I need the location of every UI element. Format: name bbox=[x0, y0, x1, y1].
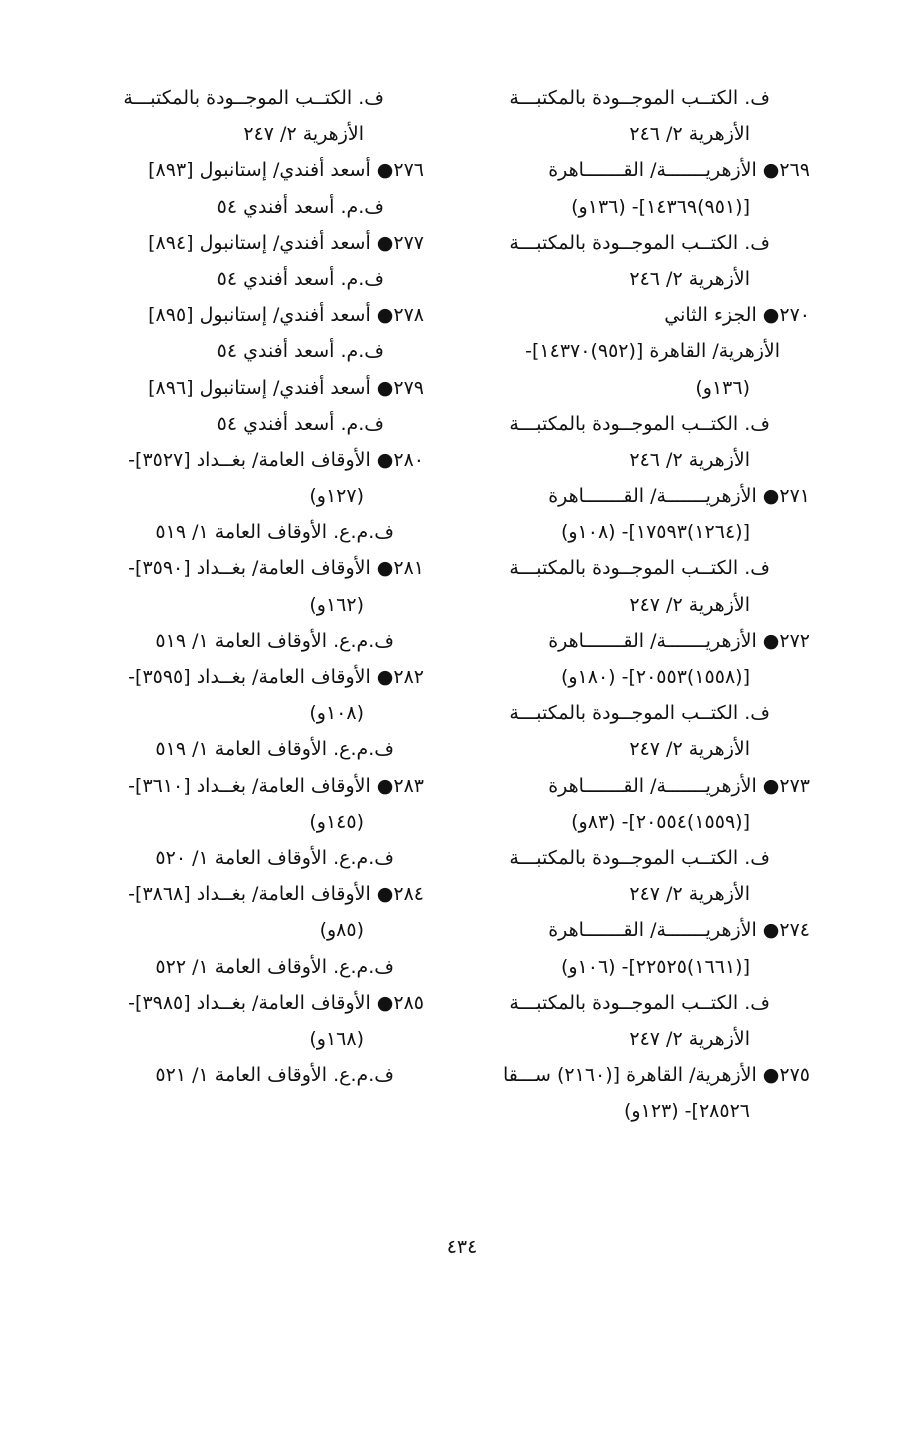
right-column-line: ٢٧٢● الأزهريـــــــة/ القـــــــاهرة bbox=[548, 629, 810, 652]
right-column-line: [(١٥٥٩)٢٠٥٥٤]- (٨٣و) bbox=[571, 810, 750, 833]
right-column-line: ف. الكتــب الموجــودة بالمكتبـــة bbox=[509, 412, 770, 435]
left-column-line: ٢٧٩● أسعد أفندي/ إستانبول [٨٩٦] bbox=[148, 376, 424, 399]
right-column-line: الأزهرية ٢/ ٢٤٧ bbox=[629, 593, 750, 616]
left-column-line: ٢٨٠● الأوقاف العامة/ بغــداد [٣٥٢٧]- bbox=[128, 448, 424, 471]
left-column-line: ٢٧٨● أسعد أفندي/ إستانبول [٨٩٥] bbox=[148, 304, 424, 327]
left-column-line: ٢٨٤● الأوقاف العامة/ بغــداد [٣٨٦٨]- bbox=[128, 883, 424, 906]
right-column-line: الأزهرية ٢/ ٢٤٧ bbox=[629, 883, 750, 906]
right-column-line: الأزهرية ٢/ ٢٤٦ bbox=[629, 267, 750, 290]
left-column-line: (١٦٢و) bbox=[309, 593, 364, 616]
right-column-line: ف. الكتــب الموجــودة بالمكتبـــة bbox=[509, 702, 770, 725]
right-column-line: الأزهرية/ القاهرة [(٩٥٢)١٤٣٧٠]- bbox=[525, 340, 780, 363]
left-column-line: ف.م. أسعد أفندي ٥٤ bbox=[216, 340, 384, 363]
left-column-line: (١٢٧و) bbox=[309, 485, 364, 508]
left-column-line: (١٦٨و) bbox=[309, 1027, 364, 1050]
left-column-line: (١٤٥و) bbox=[309, 810, 364, 833]
right-column-line: [(١٦٦١)٢٢٥٢٥]- (١٠٦و) bbox=[560, 955, 750, 978]
left-column-line: ف.م. أسعد أفندي ٥٤ bbox=[216, 412, 384, 435]
right-column-line: [(١٥٥٨)٢٠٥٥٣]- (١٨٠و) bbox=[560, 666, 750, 688]
left-column-line: ٢٧٧● أسعد أفندي/ إستانبول [٨٩٤] bbox=[148, 231, 424, 254]
right-column-line: الأزهرية ٢/ ٢٤٦ bbox=[629, 123, 750, 146]
left-column-line: ف.م.ع. الأوقاف العامة ١/ ٥٢٢ bbox=[155, 955, 394, 978]
left-column-line: ف. الكتــب الموجــودة بالمكتبـــة bbox=[123, 87, 384, 109]
left-column-line: ف.م. أسعد أفندي ٥٤ bbox=[216, 267, 384, 290]
right-column-line: ٢٦٩● الأزهريـــــــة/ القـــــــاهرة bbox=[548, 159, 810, 182]
page-number: ٤٣٤ bbox=[446, 1236, 478, 1258]
left-column-line: ف.م.ع. الأوقاف العامة ١/ ٥٢١ bbox=[155, 1064, 394, 1087]
right-column-line: ف. الكتــب الموجــودة بالمكتبـــة bbox=[509, 846, 770, 869]
left-column-line: (٨٥و) bbox=[319, 919, 364, 942]
right-column-line: ٢٧١● الأزهريـــــــة/ القـــــــاهرة bbox=[548, 485, 810, 508]
left-column-line: الأزهرية ٢/ ٢٤٧ bbox=[243, 123, 364, 146]
left-column-line: ف.م.ع. الأوقاف العامة ١/ ٥١٩ bbox=[155, 521, 394, 544]
right-column-line: ٢٧٤● الأزهريـــــــة/ القـــــــاهرة bbox=[548, 919, 810, 942]
right-column-line: ف. الكتــب الموجــودة بالمكتبـــة bbox=[509, 87, 770, 109]
left-column-line: ف.م.ع. الأوقاف العامة ١/ ٥٢٠ bbox=[155, 846, 394, 869]
right-column-line: ف. الكتــب الموجــودة بالمكتبـــة bbox=[509, 231, 770, 254]
left-column-line: ف.م. أسعد أفندي ٥٤ bbox=[216, 195, 384, 218]
right-column-line: ف. الكتــب الموجــودة بالمكتبـــة bbox=[509, 991, 770, 1014]
right-column-line: ٢٧٠● الجزء الثاني bbox=[664, 304, 810, 327]
left-column-line: ٢٧٦● أسعد أفندي/ إستانبول [٨٩٣] bbox=[148, 159, 424, 182]
right-column-line: ٢٧٣● الأزهريـــــــة/ القـــــــاهرة bbox=[548, 774, 810, 797]
left-column-line: ٢٨١● الأوقاف العامة/ بغــداد [٣٥٩٠]- bbox=[128, 557, 424, 580]
left-column-line: ٢٨٥● الأوقاف العامة/ بغــداد [٣٩٨٥]- bbox=[128, 991, 424, 1014]
right-column-line: الأزهرية ٢/ ٢٤٧ bbox=[629, 738, 750, 761]
right-column-line: الأزهرية ٢/ ٢٤٦ bbox=[629, 448, 750, 471]
right-column-line: (١٣٦و) bbox=[695, 376, 750, 399]
left-column-line: ٢٨٢● الأوقاف العامة/ بغــداد [٣٥٩٥]- bbox=[128, 666, 424, 688]
right-column-line: ٢٨٥٢٦]- (١٢٣و) bbox=[624, 1100, 750, 1123]
left-column-line: (١٠٨و) bbox=[309, 702, 364, 725]
left-column-line: ف.م.ع. الأوقاف العامة ١/ ٥١٩ bbox=[155, 629, 394, 652]
left-column-line: ٢٨٣● الأوقاف العامة/ بغــداد [٣٦١٠]- bbox=[128, 774, 424, 797]
left-column bbox=[80, 80, 424, 1093]
right-column bbox=[462, 80, 810, 1129]
right-column-line: ٢٧٥● الأزهرية/ القاهرة [(٢١٦٠) ســـقا bbox=[502, 1064, 810, 1087]
right-column-line: [(١٢٦٤)١٧٥٩٣]- (١٠٨و) bbox=[560, 521, 750, 544]
right-column-line: الأزهرية ٢/ ٢٤٧ bbox=[629, 1027, 750, 1050]
right-column-line: [(٩٥١)١٤٣٦٩]- (١٣٦و) bbox=[571, 195, 750, 218]
right-column-line: ف. الكتــب الموجــودة بالمكتبـــة bbox=[509, 557, 770, 580]
left-column-line: ف.م.ع. الأوقاف العامة ١/ ٥١٩ bbox=[155, 738, 394, 761]
